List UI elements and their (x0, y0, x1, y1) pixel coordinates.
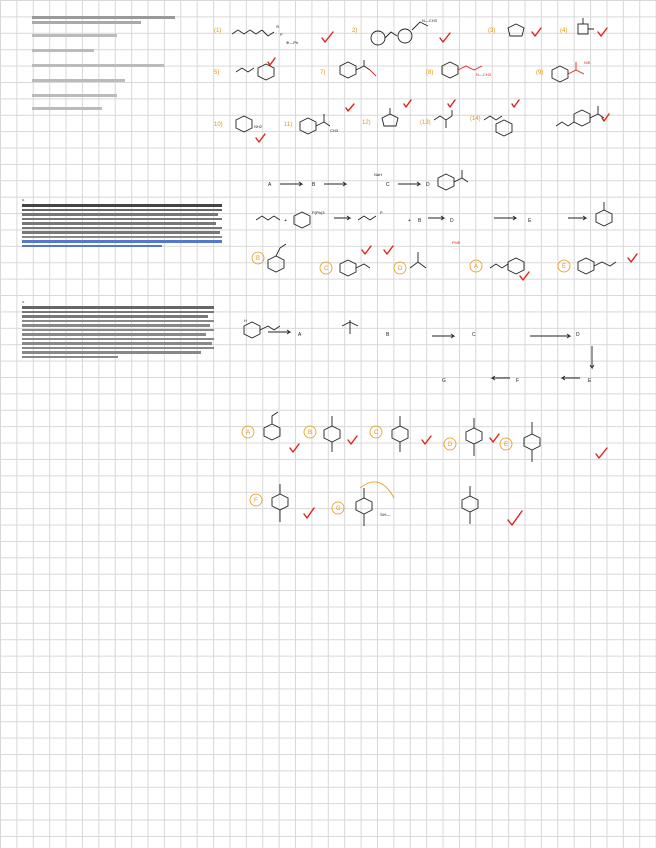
svg-text:C: C (374, 430, 379, 436)
check-icon (304, 508, 314, 518)
check-icon (256, 134, 265, 142)
svg-text:G: G (336, 506, 341, 512)
svg-text:E: E (528, 218, 532, 224)
svg-text:CH3: CH3 (330, 128, 339, 133)
scheme-3-chain (268, 170, 468, 190)
svg-text:C: C (324, 266, 329, 272)
svg-text:+: + (408, 218, 411, 224)
svg-text:A: A (474, 264, 479, 270)
structure-2 (371, 18, 438, 45)
svg-text:P: P (280, 32, 283, 37)
svg-text:⊖: ⊖ (276, 24, 280, 29)
svg-text:D: D (398, 266, 403, 272)
answer-label: (8) (426, 70, 434, 76)
answer-label: 11) (284, 122, 293, 128)
structure-15 (556, 106, 604, 126)
svg-text:Ph⊕: Ph⊕ (452, 240, 461, 245)
svg-text:⊕—Ph: ⊕—Ph (286, 40, 299, 45)
svg-text:N—CH3: N—CH3 (476, 72, 491, 77)
answer-label: (4) (560, 28, 568, 34)
svg-text:A: A (298, 332, 302, 338)
svg-text:B: B (256, 256, 261, 262)
svg-text:F: F (254, 498, 258, 504)
answer-label: (13) (420, 120, 431, 126)
svg-text:D: D (426, 182, 430, 188)
structure-13 (434, 110, 452, 128)
svg-text:B: B (418, 218, 422, 224)
ring-structure (508, 24, 524, 36)
scheme-3-answers (252, 240, 616, 276)
answer-label: 2) (352, 28, 358, 34)
check-icon (490, 434, 499, 442)
check-icon (422, 436, 431, 444)
structure-1 (232, 24, 298, 45)
svg-text:N—CH3: N—CH3 (422, 18, 437, 23)
svg-text:A: A (246, 430, 251, 436)
check-icon (322, 32, 333, 42)
check-icon (346, 104, 354, 111)
structure-9 (552, 60, 590, 82)
svg-text:NH2: NH2 (254, 124, 263, 129)
svg-text:B: B (312, 182, 316, 188)
check-icon (448, 100, 455, 107)
structure-7 (340, 60, 376, 78)
svg-text:B: B (386, 332, 390, 338)
structure-14 (484, 116, 512, 136)
check-icon (532, 28, 541, 36)
check-icon (348, 436, 357, 444)
scheme-4-answers-row2 (250, 482, 478, 526)
svg-text:C: C (472, 332, 476, 338)
svg-text:D: D (448, 442, 453, 448)
svg-text:P(Ph)3: P(Ph)3 (312, 210, 325, 215)
svg-text:D: D (576, 332, 580, 338)
check-icon (440, 33, 450, 42)
check-icon (512, 100, 519, 107)
svg-text:D: D (450, 218, 454, 224)
problem-number: 4. (22, 300, 25, 304)
svg-text:C: C (386, 182, 390, 188)
scheme-4-chain (244, 318, 594, 384)
scheme-4-answers-row1 (242, 412, 540, 462)
check-icon (268, 58, 275, 65)
svg-text:SiH—: SiH— (380, 512, 391, 517)
answer-label: 12) (362, 120, 371, 126)
answer-label: (1) (214, 28, 222, 34)
problem-number: 3. (22, 198, 25, 202)
check-icon (596, 448, 607, 458)
svg-text:E: E (504, 442, 509, 448)
svg-text:H: H (244, 318, 247, 323)
structure-8 (442, 62, 492, 78)
svg-text:E: E (562, 264, 567, 270)
structure-10 (236, 116, 263, 132)
svg-text:G: G (442, 378, 446, 384)
svg-text:B: B (308, 430, 313, 436)
answer-label: 5) (214, 70, 220, 76)
answer-label: 7) (320, 70, 326, 76)
structure-5 (236, 64, 274, 80)
answer-label: (3) (488, 28, 496, 34)
check-icon (362, 246, 371, 254)
check-icon (404, 100, 411, 107)
check-icon (628, 254, 637, 262)
svg-text:NaH: NaH (374, 172, 383, 177)
answer-label: (9) (536, 70, 544, 76)
svg-text:A: A (268, 182, 272, 188)
svg-text:N⊕: N⊕ (584, 60, 591, 65)
svg-text:P: P (380, 210, 383, 215)
svg-text:E: E (588, 378, 592, 384)
check-icon (384, 246, 393, 254)
scheme-3-reaction (256, 202, 612, 228)
answer-label: (14) (470, 116, 481, 122)
check-icon (290, 444, 299, 452)
structure-4 (578, 18, 594, 34)
answer-label: 10) (214, 122, 223, 128)
check-icon (508, 511, 522, 525)
check-icon (598, 28, 607, 36)
structure-11 (300, 114, 339, 134)
svg-text:+: + (284, 218, 287, 224)
check-icon (520, 272, 529, 280)
structure-12 (382, 108, 398, 126)
svg-text:F: F (516, 378, 520, 384)
